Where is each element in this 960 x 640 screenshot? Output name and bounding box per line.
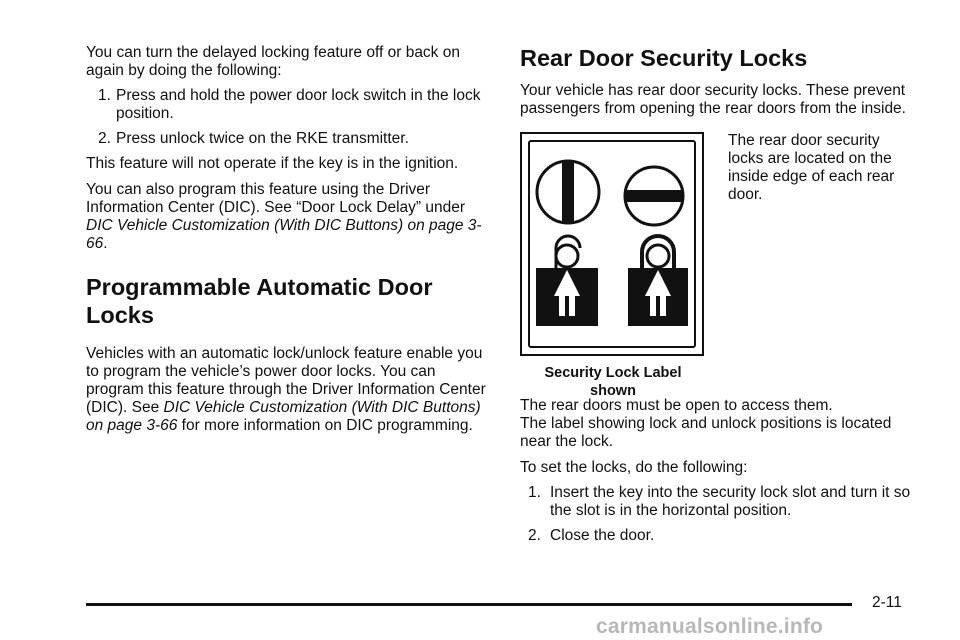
step-number: 1. — [98, 87, 111, 104]
set-locks-intro: To set the locks, do the following: — [520, 459, 748, 476]
label-location-text: The label showing lock and unlock positions is located near the lock. — [520, 415, 892, 450]
right-column — [520, 44, 920, 552]
left-column — [86, 44, 494, 435]
step-text: Close the door. — [550, 527, 655, 544]
lock-location-text: The rear door security locks are located on the inside edge of each rear door. — [728, 132, 895, 203]
step-text: Insert the key into the security lock slot and turn it so the slot is in the horizontal position. — [550, 484, 911, 519]
footer-rule — [86, 603, 852, 606]
list-item — [86, 87, 494, 123]
list-item — [86, 130, 494, 148]
set-locks-steps — [520, 484, 920, 545]
step-text: Press and hold the power door lock switch in the lock position. — [116, 87, 481, 122]
step-number: 2. — [528, 527, 541, 544]
figure-caption: Security Lock Label shown — [544, 365, 682, 399]
dic-cross-reference-link[interactable]: DIC Vehicle Customization (With DIC Buttons) on page 3-66 — [86, 217, 482, 252]
page-number: 2-11 — [872, 594, 902, 611]
delayed-locking-intro: You can turn the delayed locking feature off or back on again by doing the following: — [86, 44, 460, 79]
dic-text: You can also program this feature using the Driver Information Center (DIC). See “Door Lock Delay” under — [86, 181, 466, 216]
section-heading-rear-door-security: Rear Door Security Locks — [520, 45, 808, 71]
dic-paragraph — [86, 181, 494, 253]
access-text: The rear doors must be open to access them. — [520, 397, 833, 414]
step-number: 2. — [98, 130, 111, 147]
rear-locks-intro: Your vehicle has rear door security locks. These prevent passengers from opening the rear doors from the inside. — [520, 82, 906, 117]
step-text: Press unlock twice on the RKE transmitter. — [116, 130, 409, 147]
heading-line-2: Locks — [86, 302, 154, 328]
label-inner-border — [528, 140, 696, 348]
horizontal-slot-icon — [624, 167, 684, 225]
ignition-note: This feature will not operate if the key is in the ignition. — [86, 155, 459, 172]
child-locked-icon — [628, 236, 688, 326]
section-heading-programmable-locks — [86, 273, 494, 301]
lock-positions-drawing — [530, 142, 694, 346]
security-lock-figure — [520, 132, 920, 397]
dic-text-end: . — [103, 235, 108, 252]
list-item — [520, 484, 920, 520]
body-text-end: for more information on DIC programming. — [177, 417, 473, 434]
programmable-locks-body — [86, 345, 494, 435]
child-unlocked-icon — [536, 236, 598, 326]
list-item — [520, 527, 920, 545]
section-heading-programmable-locks-cont — [86, 301, 494, 329]
body-text: Vehicles with an automatic lock/unlock feature enable you to program the vehicle’s power door locks. You can program this feature through the Driver Information Center (DIC). See — [86, 345, 486, 416]
body-cross-reference-link[interactable]: DIC Vehicle Customization (With DIC Buttons) on page 3-66 — [86, 399, 481, 434]
vertical-slot-icon — [537, 160, 599, 224]
heading-line-1: Programmable Automatic Door — [86, 274, 433, 300]
security-lock-label-illustration — [520, 132, 704, 356]
delayed-locking-steps — [86, 87, 494, 148]
step-number: 1. — [528, 484, 541, 501]
watermark: carmanualsonline.info — [596, 615, 824, 638]
